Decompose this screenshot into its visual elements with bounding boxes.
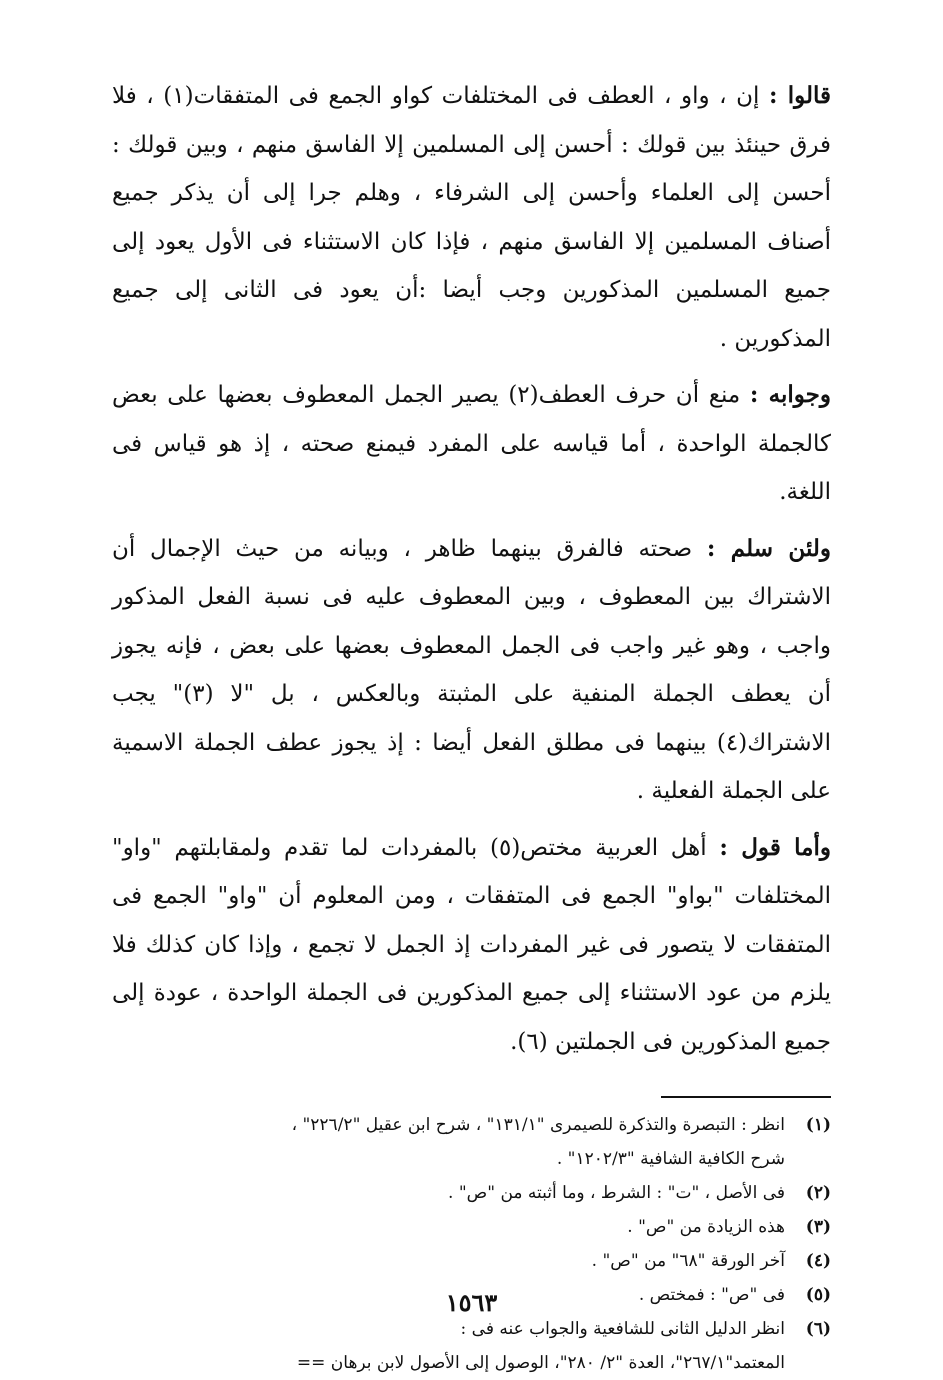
text-line: منع أن حرف العطف(٢) يصير الجمل المعطوف بعضها على بعض xyxy=(112,382,741,408)
footnote-number: (٥) xyxy=(805,1285,831,1305)
text-line: كالجملة الواحدة ، أما قياسه على المفرد فيمنع صحته ، إذ هو قياس فى اللغة. xyxy=(112,430,831,505)
text-line: صحته فالفرق بينهما ظاهر ، وبيانه من حيث الإجمال أن xyxy=(112,535,693,562)
text-line: أهل العربية مختص(٥) بالمفردات لما تقدم ولمقابلتهم "واو" xyxy=(112,834,707,861)
footnote-line: هذه الزيادة من "ص" . xyxy=(627,1217,785,1237)
paragraph-lead: قالوا : xyxy=(768,82,832,109)
footnote-line: المعتمد"٢٦٧/١"، العدة "٢/ ٢٨٠"، الوصول إلى الأصول لابن برهان == xyxy=(296,1353,785,1373)
text-line: جميع المذكورين فى الجملتين (٦). xyxy=(510,1028,831,1055)
footnote-line: انظر : التبصرة والتذكرة للصيمرى "١٣١/١" ، شرح ابن عقيل "٢٢٦/٢" ، xyxy=(291,1115,785,1135)
footnote-text xyxy=(112,1312,785,1380)
text-line: فلا فرق حينئذ بين قولك : أحسن إلى المسلمين إلا الفاسق منهم ، وبين xyxy=(112,83,832,158)
text-line: الاشتراك بين المعطوف ، وبين المعطوف عليه فى نسبة الفعل المذكور واجب ، xyxy=(112,584,831,659)
footnote-number: (٤) xyxy=(805,1251,831,1271)
paragraph-2 xyxy=(112,371,831,517)
footnote-6 xyxy=(112,1312,831,1380)
footnote-line: شرح الكافية الشافية "١٢٠٢/٣" . xyxy=(556,1149,785,1169)
page-number: ١٥٦٣ xyxy=(445,1288,498,1317)
footnote-number: (٦) xyxy=(805,1319,831,1339)
text-line: يلزم من عود الاستثناء إلى جميع المذكورين فى الجملة الواحدة ، عودة إلى xyxy=(112,980,831,1006)
text-line: الجملة المنفية على المثبتة وبالعكس ، بل "لا (٣)" يجب الاشتراك(٤) بينهما فى xyxy=(112,681,831,756)
text-line: المتفقات لا يتصور فى غير المفردات إذ الجمل لا تجمع ، وإذا كان كذلك فلا xyxy=(112,931,831,958)
text-line: مطلق الفعل أيضا : إذ يجوز عطف الجملة الاسمية على الجملة الفعلية . xyxy=(112,729,831,804)
text-line: المختلفات "بواو" الجمع فى المتفقات ، ومن المعلوم أن "واو" الجمع فى xyxy=(112,883,831,909)
footnote-number: (٣) xyxy=(805,1217,831,1237)
text-line: إن ، واو ، العطف فى المختلفات كواو الجمع فى المتفقات(١) ، xyxy=(146,83,760,109)
text-line: قولك : أحسن إلى العلماء وأحسن إلى الشرفاء ، وهلم جرا إلى أن يذكر xyxy=(112,131,832,206)
paragraph-1 xyxy=(112,72,831,363)
footnotes xyxy=(112,1108,831,1380)
paragraph-3 xyxy=(112,525,831,816)
footnote-line: آخر الورقة "٦٨" من "ص" . xyxy=(591,1251,785,1271)
text-line: وهو غير واجب فى الجمل المعطوف بعضها على بعض ، فإنه يجوز أن يعطف xyxy=(112,632,832,707)
paragraph-lead: وأما قول : xyxy=(719,833,831,861)
footnote-number: (٢) xyxy=(805,1183,831,1203)
footnote-line: فى الأصل ، "ت" : الشرط ، وما أثبته من "ص" . xyxy=(448,1183,785,1203)
paragraph-4 xyxy=(112,824,831,1067)
paragraph-lead: ولئن سلم : xyxy=(706,534,831,562)
paragraph-lead: وجوابه : xyxy=(749,381,832,408)
footnote-text xyxy=(112,1108,785,1176)
text-line: إلى جميع المسلمين المذكورين وجب أيضا :أن يعود فى الثانى إلى جميع xyxy=(112,228,831,303)
footnote-divider xyxy=(661,1096,831,1098)
footnote-4 xyxy=(112,1244,831,1278)
footnote-1 xyxy=(112,1108,831,1176)
footnote-line: انظر الدليل الثانى للشافعية والجواب عنه فى : xyxy=(460,1319,785,1339)
footnote-line: فى "ص" : فمختص . xyxy=(638,1285,785,1305)
footnote-number: (١) xyxy=(805,1115,831,1135)
text-line: جميع أصناف المسلمين إلا الفاسق منهم ، فإذا كان الاستثناء فى الأول يعود xyxy=(112,180,831,255)
text-line: المذكورين . xyxy=(719,325,831,352)
footnote-2 xyxy=(112,1176,831,1210)
footnote-3 xyxy=(112,1210,831,1244)
